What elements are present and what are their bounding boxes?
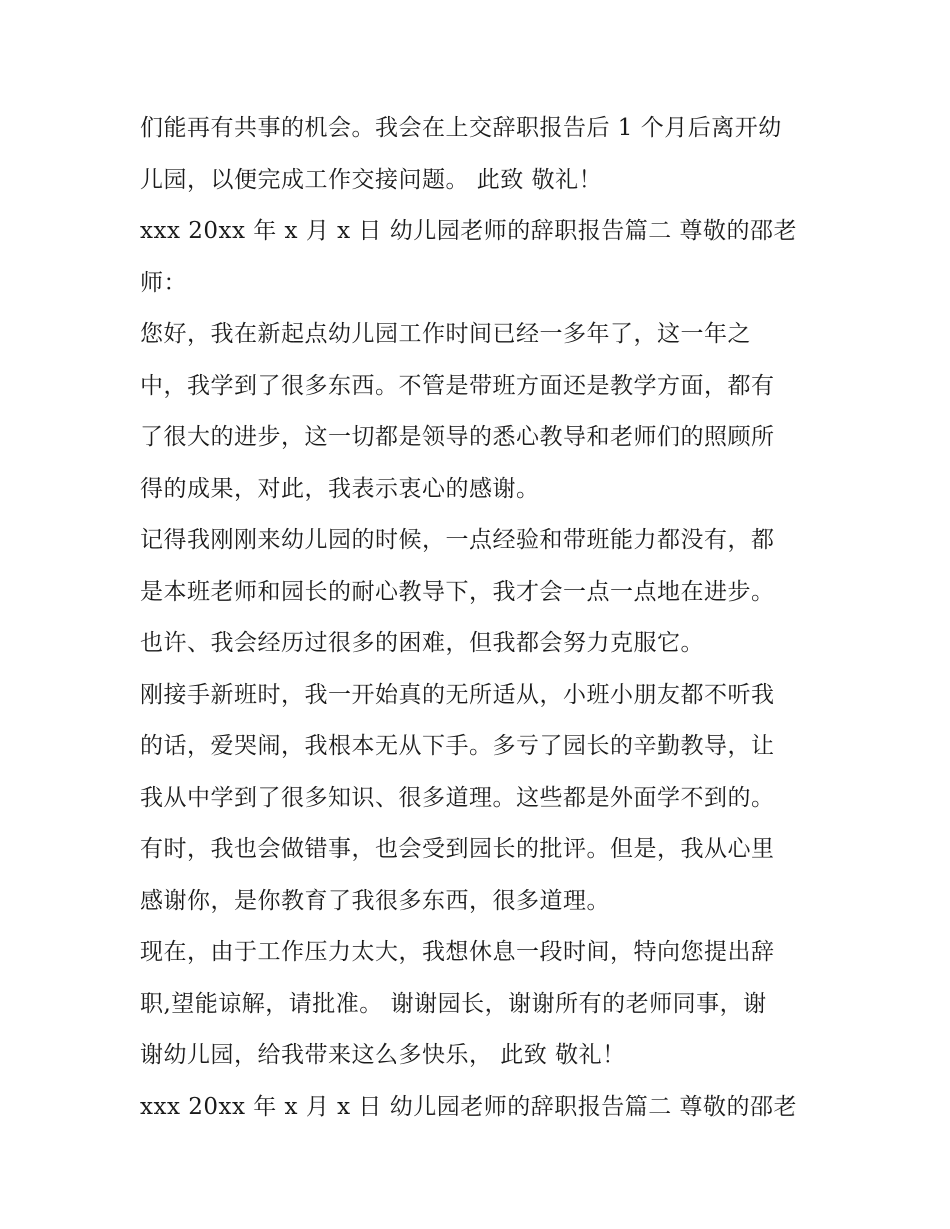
- text-line: 儿园，以便完成工作交接问题。 此致 敬礼！: [140, 167, 603, 193]
- text-line: 得的成果，对此，我表示衷心的感谢。: [140, 476, 540, 502]
- text-line: 我从中学到了很多知识、很多道理。这些都是外面学不到的。: [140, 785, 775, 811]
- text-line: 师：: [140, 270, 187, 296]
- text-line: 了很大的进步，这一切都是领导的悉心教导和老师们的照顾所: [140, 424, 775, 450]
- text-line: 们能再有共事的机会。我会在上交辞职报告后 1 个月后离开幼: [140, 115, 782, 141]
- text-line: 中，我学到了很多东西。不管是带班方面还是教学方面，都有: [140, 373, 775, 399]
- text-line: 记得我刚刚来幼儿园的时候，一点经验和带班能力都没有，都: [140, 527, 775, 553]
- text-line: 有时，我也会做错事，也会受到园长的批评。但是，我从心里: [140, 836, 775, 862]
- text-line: 谢幼儿园，给我带来这么多快乐， 此致 敬礼！: [140, 1042, 626, 1068]
- text-line: 的话，爱哭闹，我根本无从下手。多亏了园长的辛勤教导，让: [140, 733, 775, 759]
- text-line: 是本班老师和园长的耐心教导下，我才会一点一点地在进步。: [140, 579, 775, 605]
- text-line: 感谢你，是你教育了我很多东西，很多道理。: [140, 888, 610, 914]
- text-line: 也许、我会经历过很多的困难，但我都会努力克服它。: [140, 630, 704, 656]
- text-line: 现在，由于工作压力太大，我想休息一段时间，特向您提出辞: [140, 939, 775, 965]
- text-line: xxx 20xx 年 x 月 x 日 幼儿园老师的辞职报告篇二 尊敬的邵老: [140, 218, 798, 244]
- text-line: 刚接手新班时，我一开始真的无所适从，小班小朋友都不听我: [140, 682, 775, 708]
- text-line: xxx 20xx 年 x 月 x 日 幼儿园老师的辞职报告篇二 尊敬的邵老: [140, 1094, 798, 1120]
- text-line: 职,望能谅解，请批准。 谢谢园长，谢谢所有的老师同事，谢: [140, 991, 767, 1017]
- text-line: 您好，我在新起点幼儿园工作时间已经一多年了，这一年之: [140, 321, 751, 347]
